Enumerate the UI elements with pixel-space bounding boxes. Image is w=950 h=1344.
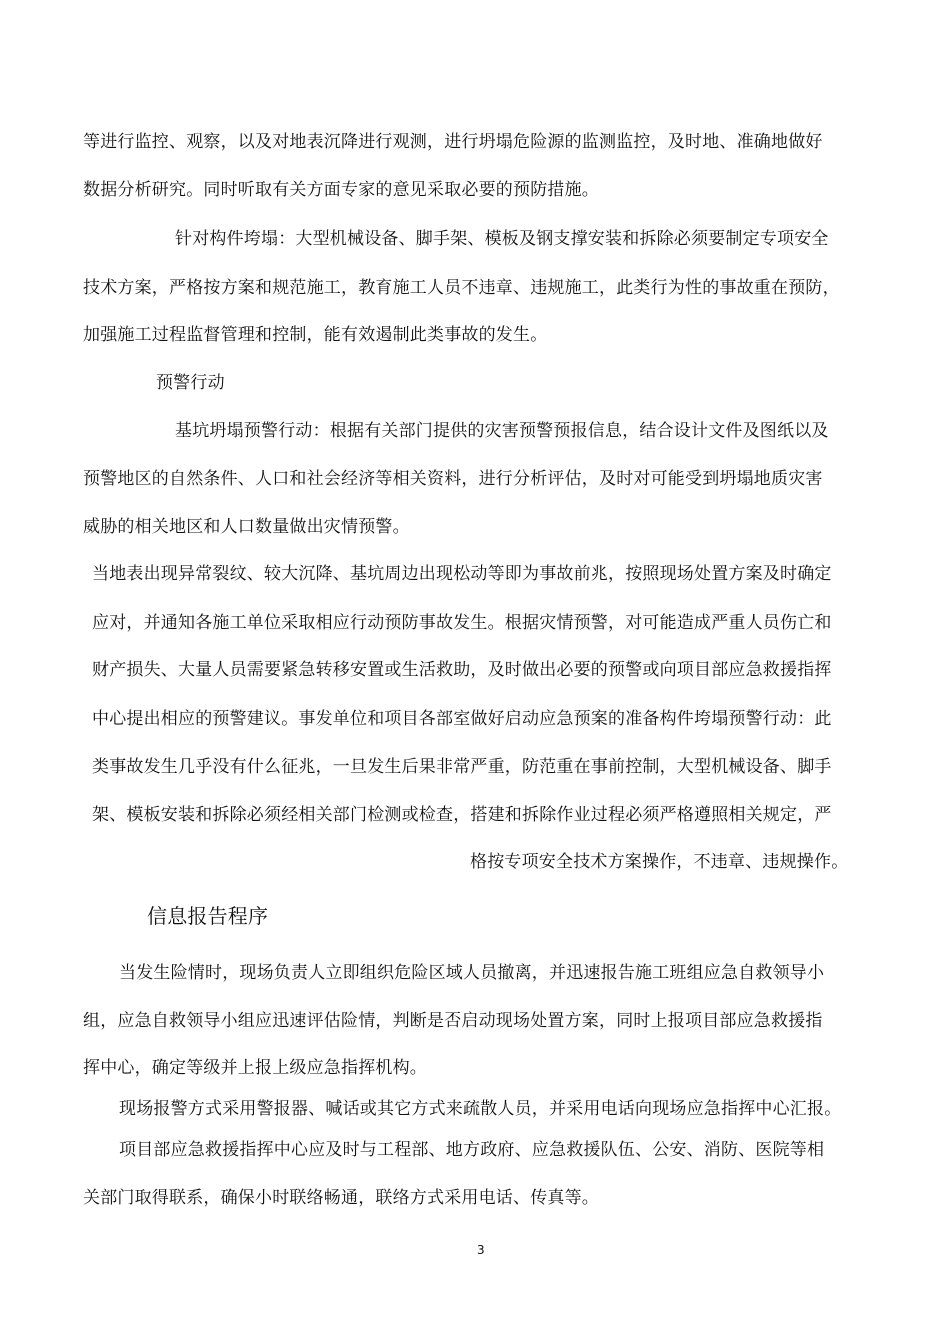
subheading: 预警行动: [156, 373, 225, 393]
paragraph-line: 项目部应急救援指挥中心应及时与工程部、地方政府、应急救援队伍、公安、消防、医院等相: [119, 1140, 825, 1160]
paragraph-line: 针对构件垮塌：大型机械设备、脚手架、模板及钢支撑安装和拆除必须要制定专项安全: [175, 229, 829, 249]
paragraph-line: 中心提出相应的预警建议。事发单位和项目各部室做好启动应急预案的准备构件垮塌预警行动：此: [92, 709, 832, 729]
paragraph-line: 数据分析研究。同时听取有关方面专家的意见采取必要的预防措施。: [83, 180, 599, 200]
paragraph-line: 当发生险情时，现场负责人立即组织危险区域人员撤离，并迅速报告施工班组应急自救领导小: [119, 963, 825, 983]
paragraph-line: 等进行监控、观察，以及对地表沉降进行观测，进行坍塌危险源的监测监控，及时地、准确地做好: [83, 132, 823, 152]
paragraph-line: 挥中心，确定等级并上报上级应急指挥机构。: [83, 1058, 427, 1078]
paragraph-line: 预警地区的自然条件、人口和社会经济等相关资料，进行分析评估，及时对可能受到坍塌地质灾害: [83, 469, 823, 489]
paragraph-line: 财产损失、大量人员需要紧急转移安置或生活救助，及时做出必要的预警或向项目部应急救援指挥: [92, 660, 832, 680]
paragraph-line: 现场报警方式采用警报器、喊话或其它方式来疏散人员，并采用电话向现场应急指挥中心汇报。: [119, 1099, 842, 1119]
page-number: 3: [477, 1243, 485, 1257]
paragraph-line: 基坑坍塌预警行动：根据有关部门提供的灾害预警预报信息，结合设计文件及图纸以及: [175, 421, 829, 441]
paragraph-line: 组，应急自救领导小组应迅速评估险情，判断是否启动现场处置方案，同时上报项目部应急救援指: [83, 1011, 823, 1031]
paragraph-line: 关部门取得联系，确保小时联络畅通，联络方式采用电话、传真等。: [83, 1188, 599, 1208]
paragraph-line: 当地表出现异常裂纹、较大沉降、基坑周边出现松动等即为事故前兆，按照现场处置方案及时确定: [92, 564, 832, 584]
paragraph-line: 应对，并通知各施工单位采取相应行动预防事故发生。根据灾情预警，对可能造成严重人员伤亡和: [92, 613, 832, 633]
paragraph-line: 加强施工过程监督管理和控制，能有效遏制此类事故的发生。: [83, 325, 548, 345]
section-heading: 信息报告程序: [147, 904, 269, 928]
paragraph-line: 威胁的相关地区和人口数量做出灾情预警。: [83, 517, 410, 537]
paragraph-line: 架、模板安装和拆除必须经相关部门检测或检查，搭建和拆除作业过程必须严格遵照相关规定，严: [92, 805, 832, 825]
paragraph-line: 格按专项安全技术方案操作，不违章、违规操作。: [470, 852, 849, 872]
paragraph-line: 类事故发生几乎没有什么征兆，一旦发生后果非常严重，防范重在事前控制，大型机械设备、脚手: [92, 757, 832, 777]
paragraph-line: 技术方案，严格按方案和规范施工，教育施工人员不违章、违规施工，此类行为性的事故重在预防，: [83, 278, 840, 298]
